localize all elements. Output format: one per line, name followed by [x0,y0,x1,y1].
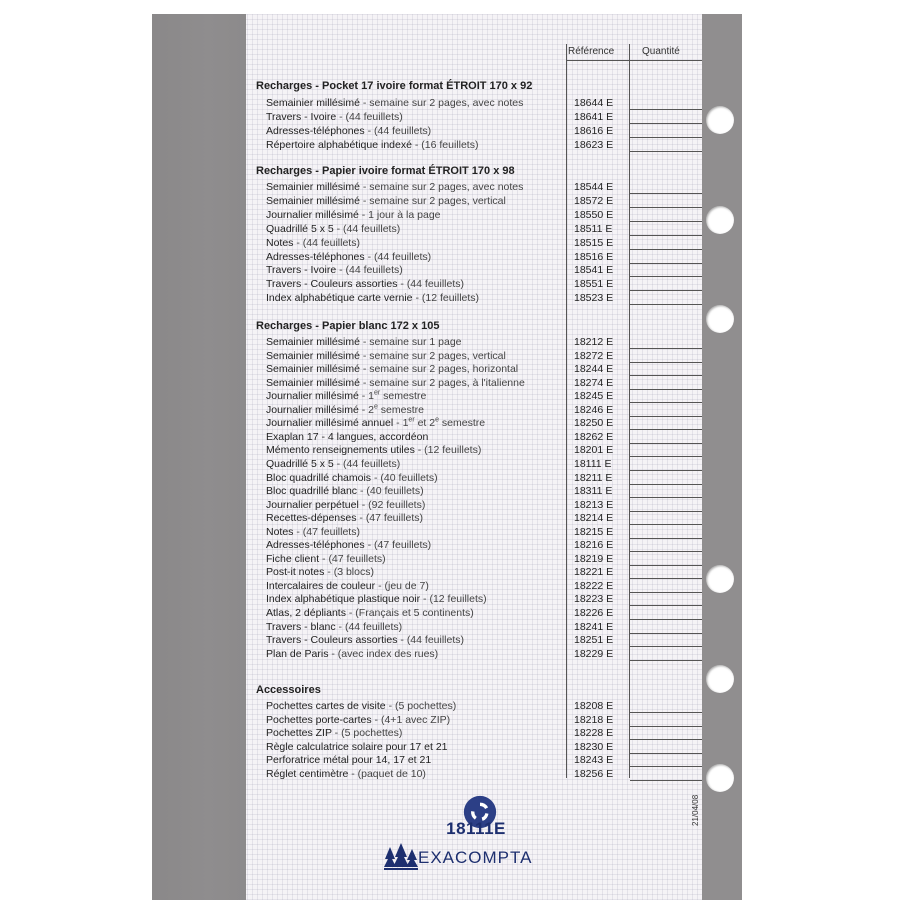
list-item [266,336,462,349]
item-name: Perforatrice métal pour 14, 17 et 21 [266,754,432,767]
list-item [266,237,360,250]
section-title: Accessoires [256,684,321,696]
quantity-field-line [630,646,702,647]
item-name: Mémento renseignements utiles [266,444,415,457]
item-reference: 18243 E [574,754,614,767]
item-reference: 18523 E [574,292,614,305]
item-reference: 18221 E [574,566,614,579]
item-reference: 18218 E [574,713,614,726]
item-description: - (47 feuillets) [356,512,424,525]
item-description: - (44 feuillets) [364,124,432,137]
section-title: Recharges - Papier blanc 172 x 105 [256,320,440,332]
list-item [266,634,464,647]
item-description: - (5 pochettes) [331,727,403,740]
item-reference: 18311 E [574,485,613,498]
item-reference: 18208 E [574,700,614,712]
item-description: - (4+1 avec ZIP) [371,713,451,726]
item-description: - semaine sur 1 page [359,336,462,348]
list-item [266,251,431,264]
item-reference: 18262 E [574,430,614,443]
item-name: Réglet centimètre [266,768,349,780]
print-date: 21/04/08 [691,794,700,826]
item-reference: 18222 E [574,579,614,592]
item-description: - semaine sur 2 pages, horizontal [359,363,519,376]
list-item [266,139,478,152]
item-name: Adresses-téléphones [266,539,365,552]
item-reference: 18511 E [574,222,613,235]
column-divider [566,44,567,778]
left-gray-band [152,14,246,900]
list-item [266,607,474,620]
item-description: - semaine sur 2 pages, avec notes [359,97,524,109]
item-name: Journalier millésimé [266,390,359,403]
item-reference: 18244 E [574,363,614,376]
item-reference: 18272 E [574,349,614,362]
quantity-field-line [630,375,702,376]
section-title: Recharges - Pocket 17 ivoire format ÉTROIT 170 x 92 [256,80,533,92]
item-reference: 18245 E [574,390,614,403]
item-reference: 18515 E [574,236,614,249]
item-reference: 18544 E [574,181,614,193]
quantity-field-line [630,726,702,727]
quantity-field-line [630,362,702,363]
item-name: Post-it notes [266,566,325,579]
list-item [266,195,506,208]
item-description: - (47 feuillets) [293,525,360,538]
item-reference: 18274 E [574,376,614,389]
list-item [266,485,424,498]
list-item [266,278,464,291]
item-name: Journalier perpétuel [266,498,359,511]
item-reference: 18246 E [574,403,614,416]
item-name: Travers - Couleurs assorties [266,634,398,647]
item-name: Exaplan 17 - 4 langues, accordéon [266,430,429,443]
quantity-field-line [630,151,702,152]
brand-name: EXACOMPTA [418,848,533,867]
item-description: - (5 pochettes) [385,700,457,712]
item-name: Journalier millésimé [266,208,359,221]
item-reference: 18572 E [574,194,614,207]
quantity-field-line [630,484,702,485]
item-name: Travers - Ivoire [266,264,337,277]
item-reference: 18256 E [574,768,614,780]
list-item [266,390,426,403]
item-reference: 18241 E [574,620,614,633]
item-description: - (92 feuillets) [358,498,426,511]
item-description: - (12 feuillets) [420,593,487,606]
item-description: - (44 feuillets) [397,278,465,291]
list-item [266,417,485,430]
quantity-field-line [630,633,702,634]
item-reference: 18213 E [574,498,614,511]
quantite-header: Quantité [642,46,680,57]
quantity-field-line [630,304,702,305]
list-item [266,512,423,525]
binder-hole [706,206,734,234]
item-description: - (44 feuillets) [397,634,465,647]
quantity-field-line [630,497,702,498]
item-description: - (44 feuillets) [333,457,401,470]
item-description: - (paquet de 10) [348,768,426,780]
list-item [266,458,400,471]
item-description: - 1er semestre [358,389,427,403]
binder-hole [706,565,734,593]
item-name: Semainier millésimé [266,97,360,109]
quantity-field-line [630,402,702,403]
binder-hole [706,305,734,333]
quantity-field-line [630,263,702,264]
list-item [266,754,431,767]
list-item [266,431,428,444]
item-description: - (47 feuillets) [319,552,386,565]
list-item [266,350,506,363]
item-description: - 2e semestre [358,403,424,416]
item-name: Quadrillé 5 x 5 [266,457,334,470]
quantity-field-line [630,551,702,552]
quantity-field-line [630,416,702,417]
item-reference: 18215 E [574,525,614,538]
item-description: - 1 jour à la page [358,208,441,221]
item-name: Semainier millésimé [266,349,360,362]
item-description: - (40 feuillets) [371,471,438,484]
list-item [266,111,403,124]
list-item [266,292,479,305]
list-item [266,363,518,376]
item-reference: 18201 E [574,444,614,457]
quantity-field-line [630,739,702,740]
quantity-field-line [630,712,702,713]
item-name: Règle calculatrice solaire pour 17 et 21 [266,740,448,753]
list-item [266,553,386,566]
item-name: Bloc quadrillé chamois [266,471,372,484]
item-description: - (avec index des rues) [328,647,439,660]
item-reference: 18616 E [574,124,614,137]
quantity-field-line [630,511,702,512]
item-name: Intercalaires de couleur [266,579,376,592]
item-description: - (44 feuillets) [364,250,432,263]
quantity-field-line [630,389,702,390]
quantity-field-line [630,538,702,539]
binder-hole [706,665,734,693]
item-reference: 18644 E [574,97,614,109]
item-name: Bloc quadrillé blanc [266,485,358,498]
item-name: Quadrillé 5 x 5 [266,222,334,235]
item-name: Notes [266,525,294,538]
quantity-field-line [630,660,702,661]
item-reference: 18516 E [574,250,614,263]
item-name: Fiche client [266,552,320,565]
item-name: Plan de Paris [266,647,329,660]
list-item [266,264,403,277]
item-name: Semainier millésimé [266,336,360,348]
list-item [266,621,402,634]
item-description: - (44 feuillets) [336,110,403,123]
item-reference: 18250 E [574,417,614,430]
item-description: - (12 feuillets) [412,292,480,305]
item-reference: 18251 E [574,634,614,647]
item-description: - semaine sur 2 pages, vertical [359,349,506,362]
quantity-field-line [630,470,702,471]
item-description: - (44 feuillets) [335,620,403,633]
item-description: - (44 feuillets) [336,264,403,277]
quantity-field-line [630,753,702,754]
item-description: - (3 blocs) [324,566,374,579]
item-name: Semainier millésimé [266,363,360,376]
list-item [266,181,523,194]
reference-header: Référence [568,46,615,57]
item-name: Atlas, 2 dépliants [266,607,346,619]
quantity-field-line [630,578,702,579]
quantity-field-line [630,290,702,291]
item-name: Journalier millésimé annuel [266,417,394,430]
list-item [266,648,438,661]
header-underline [566,60,702,61]
list-item [266,566,374,579]
list-item [266,741,448,754]
item-name: Index alphabétique carte vernie [266,292,413,305]
item-description: - semaine sur 2 pages, à l'italienne [359,376,525,389]
item-description: - (44 feuillets) [333,222,401,235]
column-divider [629,44,630,778]
quantity-field-line [630,605,702,606]
quantity-field-line [630,207,702,208]
item-name: Semainier millésimé [266,376,360,389]
list-item [266,593,487,606]
quantity-field-line [630,123,702,124]
item-name: Semainier millésimé [266,181,360,193]
item-reference: 18223 E [574,593,614,606]
quantity-field-line [630,137,702,138]
item-name: Index alphabétique plastique noir [266,593,421,606]
quantity-field-line [630,276,702,277]
item-reference: 18550 E [574,208,614,221]
item-description: - semaine sur 2 pages, avec notes [359,181,524,193]
item-description: - (12 feuillets) [414,444,482,457]
list-item [266,377,525,390]
quantity-field-line [630,429,702,430]
quantity-field-line [630,565,702,566]
quantity-field-line [630,456,702,457]
list-item [266,526,360,539]
quantity-field-line [630,780,702,781]
list-item [266,580,429,593]
item-reference: 18641 E [574,110,614,123]
list-item [266,404,424,417]
item-name: Travers - Couleurs assorties [266,278,398,291]
list-item [266,700,456,713]
item-reference: 18228 E [574,727,614,740]
item-reference: 18623 E [574,138,614,151]
quantity-field-line [630,766,702,767]
item-name: Adresses-téléphones [266,124,365,137]
item-reference: 18551 E [574,278,614,291]
quantity-field-line [630,592,702,593]
item-description: - (jeu de 7) [375,579,429,592]
list-item [266,499,425,512]
quantity-field-line [630,221,702,222]
list-item [266,125,431,138]
item-name: Recettes-dépenses [266,512,357,525]
list-item [266,768,426,781]
item-name: Semainier millésimé [266,194,360,207]
item-name: Journalier millésimé [266,403,359,416]
list-item [266,223,400,236]
quantity-field-line [630,249,702,250]
item-reference: 18230 E [574,740,614,753]
item-reference: 18219 E [574,552,614,565]
item-name: Pochettes porte-cartes [266,713,372,726]
binder-hole [706,106,734,134]
list-item [266,472,438,485]
item-name: Pochettes ZIP [266,727,332,740]
item-name: Travers - blanc [266,620,336,633]
item-reference: 18212 E [574,336,614,348]
item-description: - (44 feuillets) [293,236,360,249]
item-name: Répertoire alphabétique indexé [266,138,412,151]
quantity-field-line [630,524,702,525]
item-reference: 18229 E [574,647,614,660]
list-item [266,727,402,740]
list-item [266,444,481,457]
quantity-field-line [630,348,702,349]
section-title: Recharges - Papier ivoire format ÉTROIT 170 x 98 [256,165,515,177]
binder-hole [706,764,734,792]
quantity-field-line [630,619,702,620]
item-name: Travers - Ivoire [266,110,337,123]
item-reference: 18226 E [574,607,614,619]
item-description: - (47 feuillets) [364,539,432,552]
item-description: - (16 feuillets) [411,138,479,151]
item-name: Adresses-téléphones [266,250,365,263]
item-description: - 1er et 2e semestre [393,416,486,430]
quantity-field-line [630,109,702,110]
tree-logo-icon [384,843,418,871]
list-item [266,539,431,552]
quantity-field-line [630,235,702,236]
list-item [266,209,441,222]
list-item [266,97,523,110]
item-reference: 18541 E [574,264,614,277]
item-description: - (40 feuillets) [357,485,424,498]
product-code: 18111E [446,819,506,838]
item-name: Notes [266,236,294,249]
item-description: - (Français et 5 continents) [345,607,474,619]
item-description: - semaine sur 2 pages, vertical [359,194,506,207]
quantity-field-line [630,443,702,444]
item-reference: 18216 E [574,539,614,552]
list-item [266,714,450,727]
item-reference: 18211 E [574,471,613,484]
quantity-field-line [630,193,702,194]
item-reference: 18214 E [574,512,614,525]
item-reference: 18111 E [574,457,612,470]
item-name: Pochettes cartes de visite [266,700,386,712]
